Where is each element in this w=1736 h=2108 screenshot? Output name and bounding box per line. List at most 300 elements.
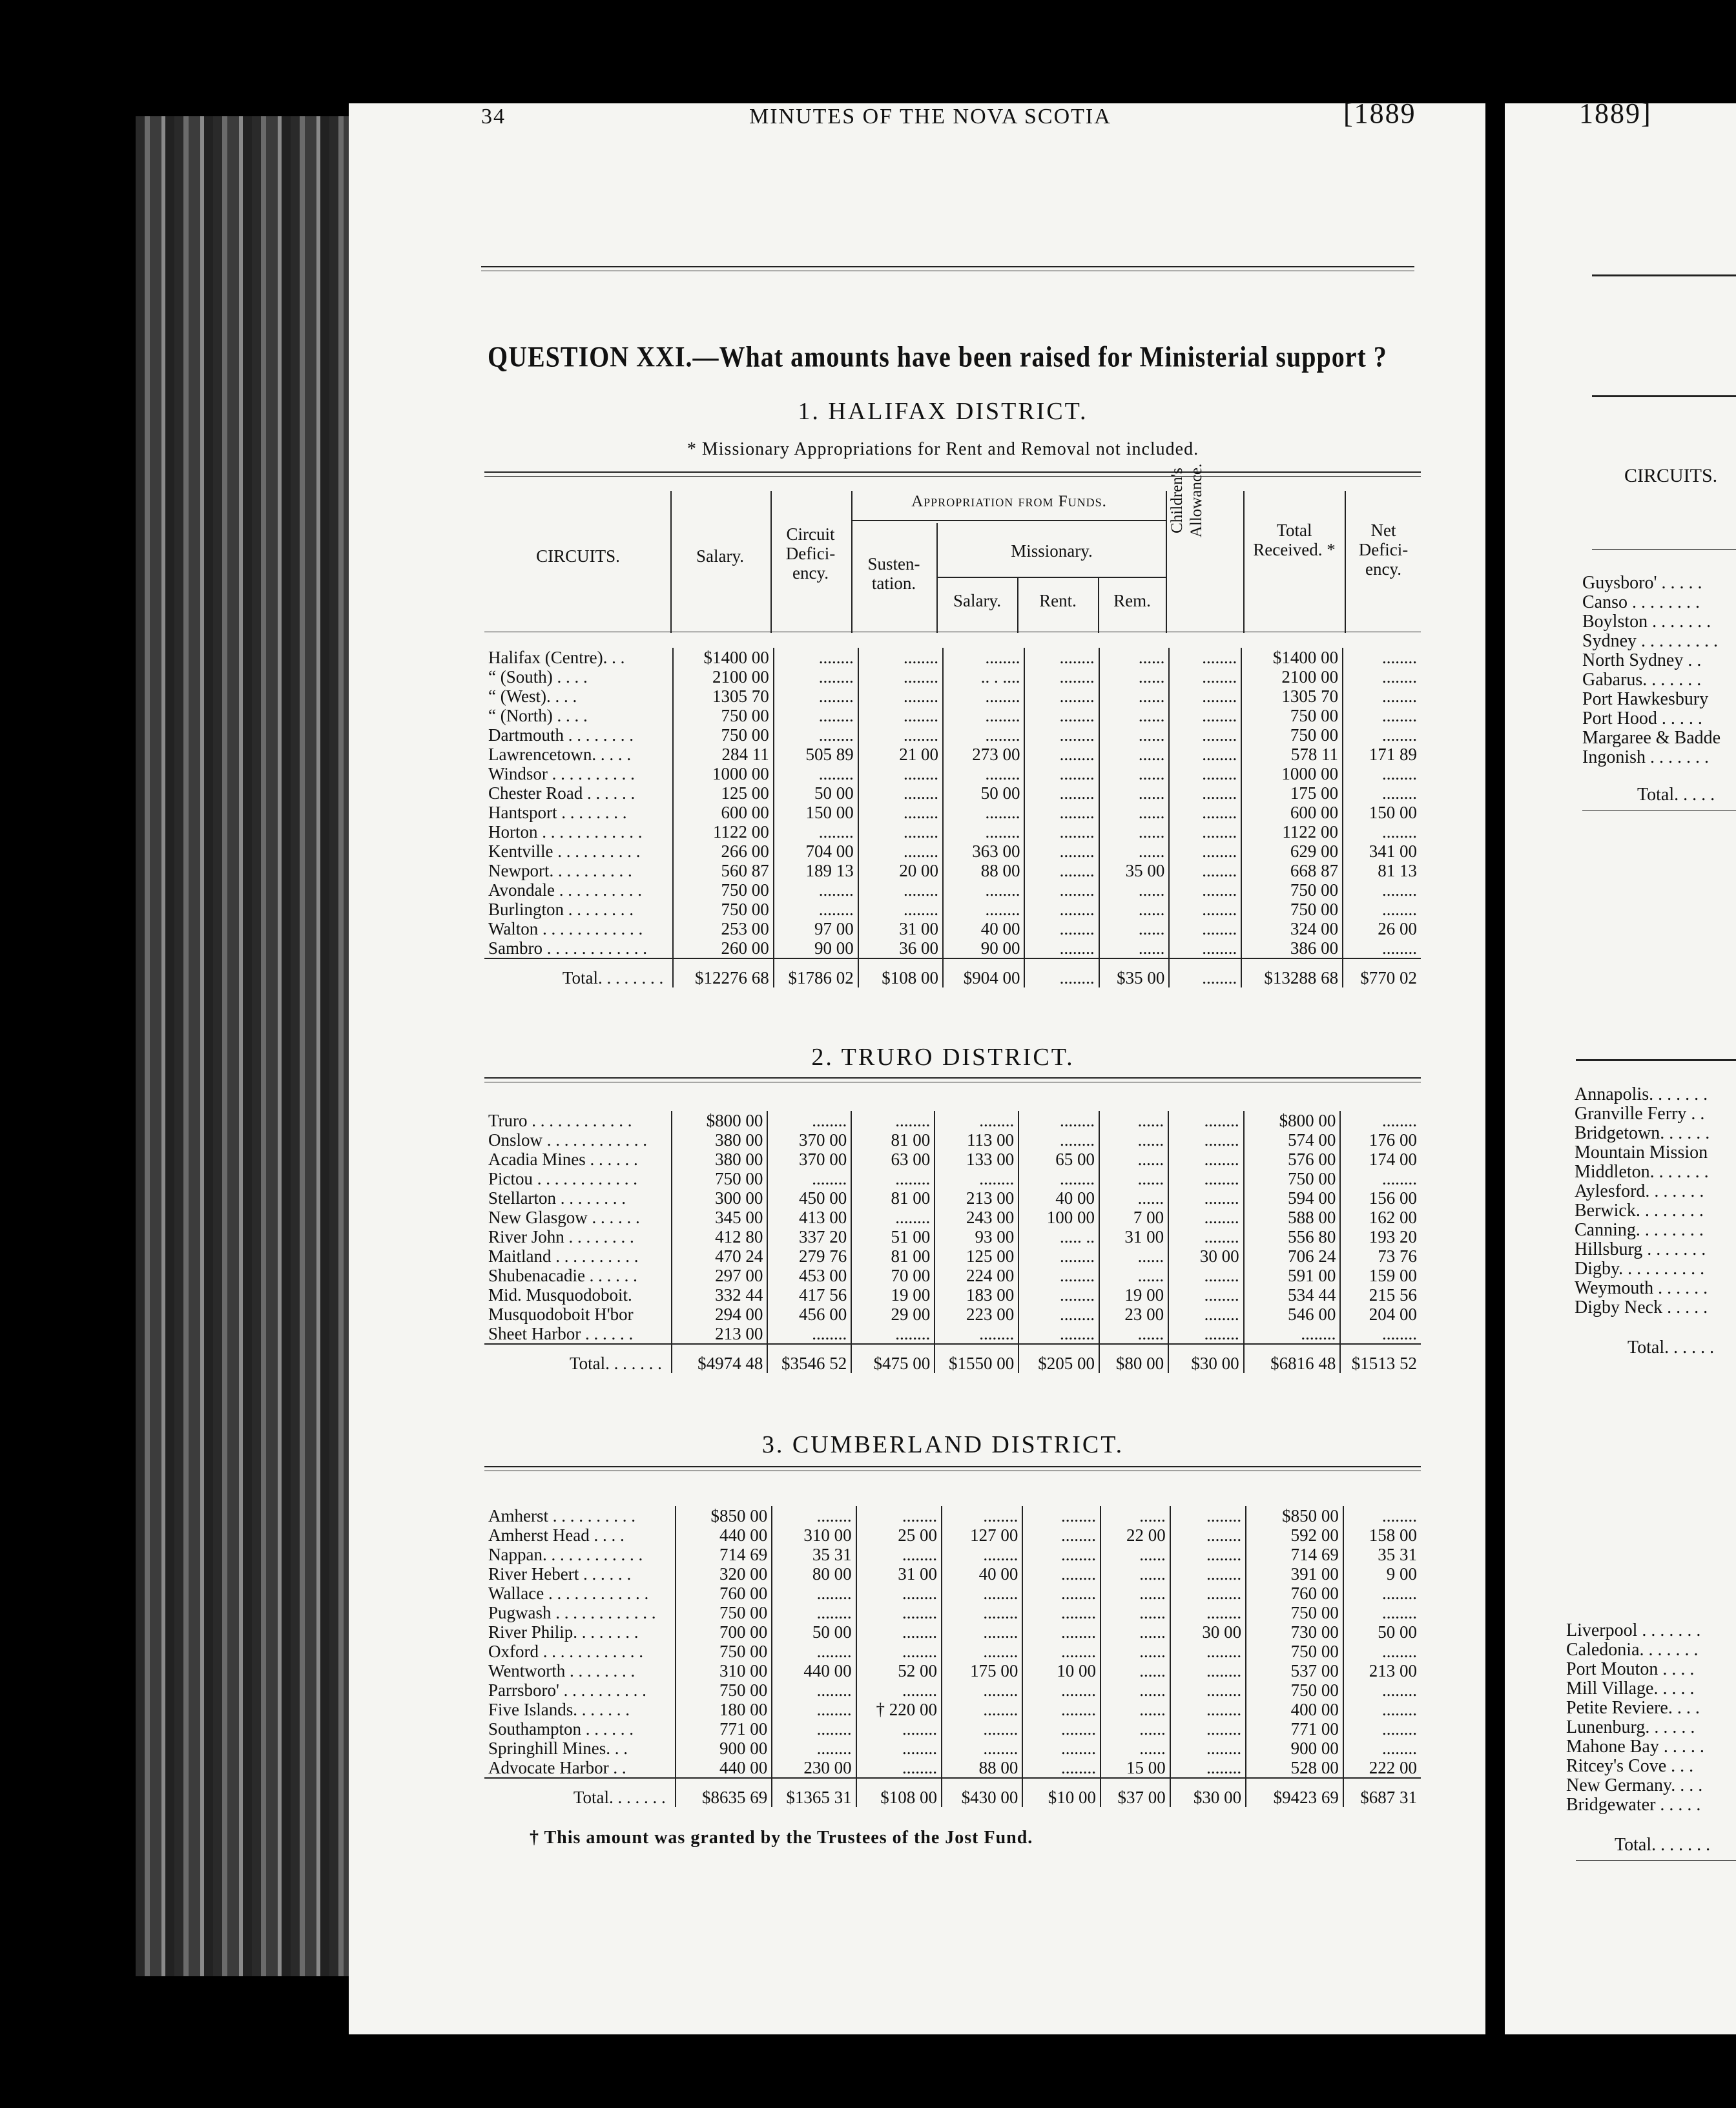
table-cell: ........ [1170, 1642, 1246, 1661]
table-cell: ........ [1022, 1739, 1100, 1758]
table-cell: ........ [1169, 725, 1241, 745]
right-circuit-name: Ritcey's Cove . . . [1566, 1756, 1694, 1776]
table-cell: ........ [858, 822, 943, 842]
table-cell: 158 00 [1343, 1525, 1421, 1545]
table-cell: 31 00 [1099, 1227, 1168, 1246]
col-salary: Salary. [696, 546, 744, 566]
right-circuit-name: Ingonish . . . . . . . [1582, 747, 1709, 767]
table-cell: 35 31 [1343, 1545, 1421, 1564]
table-cell: 591 00 [1244, 1266, 1341, 1285]
total-cell: $30 00 [1170, 1778, 1246, 1807]
table-cell: 1122 00 [1241, 822, 1343, 842]
table-cell: 159 00 [1340, 1266, 1421, 1285]
table-cell: ........ [1169, 842, 1241, 861]
table-cell: ...... [1099, 1111, 1168, 1130]
table-cell: 40 00 [943, 919, 1025, 938]
right-circuit-name: Port Mouton . . . . [1566, 1659, 1695, 1679]
table-cell: ........ [774, 667, 858, 687]
table-cell: ...... [1099, 764, 1170, 783]
table-cell: ........ [856, 1545, 942, 1564]
table-row [484, 1130, 1421, 1150]
table-cell: ........ [1343, 1739, 1421, 1758]
table-cell: 450 00 [767, 1188, 851, 1208]
table-cell: 750 00 [1241, 900, 1343, 919]
table-cell: ........ [1170, 1525, 1246, 1545]
circuit-name: River Hebert . . . . . . [488, 1564, 632, 1584]
table-cell: ........ [856, 1758, 942, 1778]
table-cell: 324 00 [1241, 919, 1343, 938]
table-cell: ........ [943, 822, 1025, 842]
table-cell: ...... [1099, 1150, 1168, 1169]
right-circuit-name: Annapolis. . . . . . . [1575, 1084, 1708, 1104]
table-row [484, 1680, 1421, 1700]
table-cell: ........ [856, 1622, 942, 1642]
table-cell: ........ [1022, 1564, 1100, 1584]
table-row [484, 1758, 1421, 1778]
table-row [484, 1584, 1421, 1603]
table-cell: ..... .. [1018, 1227, 1099, 1246]
table-row [484, 764, 1421, 783]
table-cell: ........ [858, 880, 943, 900]
circuit-name: Stellarton . . . . . . . . [488, 1188, 626, 1208]
table-cell: ...... [1099, 648, 1170, 667]
table-row [484, 1739, 1421, 1758]
table-cell: 10 00 [1022, 1661, 1100, 1680]
total-cell: $1786 02 [774, 958, 858, 987]
table-cell: ...... [1099, 1246, 1168, 1266]
table-row [484, 1188, 1421, 1208]
table-cell: 588 00 [1244, 1208, 1341, 1227]
circuit-name: Avondale . . . . . . . . . . [488, 880, 642, 900]
circuit-name: Acadia Mines . . . . . . [488, 1150, 638, 1169]
circuit-name: Onslow . . . . . . . . . . . . [488, 1130, 648, 1150]
right-total-1: Total. . . . . [1637, 785, 1715, 805]
right-circuit-name: Mahone Bay . . . . . [1566, 1737, 1704, 1757]
table-cell: ........ [856, 1680, 942, 1700]
table-cell: 243 00 [935, 1208, 1018, 1227]
right-circuit-name: Hillsburg . . . . . . . [1575, 1239, 1706, 1259]
table-cell: 97 00 [774, 919, 858, 938]
total-cell: $205 00 [1018, 1344, 1099, 1373]
table-row [484, 667, 1421, 687]
table-cell: ........ [1343, 667, 1421, 687]
table-cell: ........ [1022, 1545, 1100, 1564]
table-cell: 700 00 [676, 1622, 772, 1642]
table-cell: 93 00 [935, 1227, 1018, 1246]
table-cell: 1305 70 [1241, 687, 1343, 706]
table-cell: 150 00 [1343, 803, 1421, 822]
table-cell: 750 00 [676, 1642, 772, 1661]
table-cell: ........ [1024, 764, 1099, 783]
table-cell: ........ [1169, 919, 1241, 938]
table-cell: 345 00 [672, 1208, 767, 1227]
table-cell: 50 00 [774, 783, 858, 803]
table-cell: ........ [1343, 764, 1421, 783]
table-cell: ........ [1168, 1285, 1244, 1305]
table-cell: ........ [942, 1506, 1022, 1525]
table-row [484, 1642, 1421, 1661]
table-cell: 900 00 [676, 1739, 772, 1758]
total-cell: $108 00 [858, 958, 943, 987]
table-cell: ........ [1170, 1603, 1246, 1622]
right-header-rule [1592, 274, 1736, 276]
table-cell: ........ [856, 1506, 942, 1525]
total-cell: $80 00 [1099, 1344, 1168, 1373]
table-cell: ........ [1018, 1169, 1099, 1188]
table-cell: ........ [1343, 1680, 1421, 1700]
table-cell: 50 00 [943, 783, 1025, 803]
table-cell: 440 00 [676, 1525, 772, 1545]
right-circuit-name: Canning. . . . . . . . [1575, 1220, 1704, 1240]
table-cell: ........ [1343, 1584, 1421, 1603]
table-cell: ...... [1099, 842, 1170, 861]
district-title-cumberland: 3. CUMBERLAND DISTRICT. [761, 1431, 1124, 1458]
table-cell: ........ [774, 648, 858, 667]
table-cell: ...... [1099, 1130, 1168, 1150]
table-cell: 279 76 [767, 1246, 851, 1266]
table-cell: ........ [1022, 1506, 1100, 1525]
circuit-name: Walton . . . . . . . . . . . . [488, 919, 643, 938]
table-cell: 363 00 [943, 842, 1025, 861]
table-cell: 760 00 [1246, 1584, 1343, 1603]
circuit-name: Parrsboro' . . . . . . . . . . [488, 1680, 646, 1700]
table-cell: 175 00 [1241, 783, 1343, 803]
table-cell: 31 00 [856, 1564, 942, 1584]
table-row [484, 1603, 1421, 1622]
right-rule [1576, 1059, 1736, 1061]
right-total-3: Total. . . . . . . [1615, 1835, 1711, 1855]
table-cell: 576 00 [1244, 1150, 1341, 1169]
table-cell: ........ [1169, 938, 1241, 958]
table-cell: 21 00 [858, 745, 943, 764]
total-cell: $13288 68 [1241, 958, 1343, 987]
table-row [484, 1719, 1421, 1739]
table-cell: ........ [1169, 880, 1241, 900]
page-number: 34 [481, 105, 506, 129]
table-row [484, 1700, 1421, 1719]
total-cell: $687 31 [1343, 1778, 1421, 1807]
table-cell: ........ [772, 1603, 856, 1622]
table-cell: 900 00 [1246, 1739, 1343, 1758]
table-cell: 560 87 [673, 861, 774, 880]
table-cell: 453 00 [767, 1266, 851, 1285]
table-cell: ...... [1099, 745, 1170, 764]
table-cell: ...... [1100, 1700, 1170, 1719]
table-cell: ........ [772, 1719, 856, 1739]
table-cell: 230 00 [772, 1758, 856, 1778]
col-divider [936, 523, 938, 633]
table-cell: ........ [1168, 1305, 1244, 1324]
table-cell: ........ [1022, 1622, 1100, 1642]
table-cell: 23 00 [1099, 1305, 1168, 1324]
table-cell: ...... [1099, 1324, 1168, 1344]
table-cell: 320 00 [676, 1564, 772, 1584]
table-cell: 706 24 [1244, 1246, 1341, 1266]
table-cell: ........ [1169, 687, 1241, 706]
table-cell: 771 00 [676, 1719, 772, 1739]
table-row [484, 1111, 1421, 1130]
table-cell: 50 00 [1343, 1622, 1421, 1642]
table-cell: ........ [942, 1700, 1022, 1719]
table-cell: ........ [1022, 1758, 1100, 1778]
table-cell: 40 00 [1018, 1188, 1099, 1208]
table-cell: ........ [858, 706, 943, 725]
table-cell: ........ [1244, 1324, 1341, 1344]
table-cell: ........ [1170, 1506, 1246, 1525]
table-cell: ........ [1170, 1758, 1246, 1778]
table-cell: ...... [1100, 1642, 1170, 1661]
table-cell: ...... [1100, 1545, 1170, 1564]
table-cell: ........ [772, 1739, 856, 1758]
table-cell: ........ [772, 1642, 856, 1661]
table-cell: ........ [1343, 900, 1421, 919]
district-table-truro [484, 1111, 1421, 1373]
right-circuit-name: Guysboro' . . . . . [1582, 573, 1702, 593]
total-cell: $8635 69 [676, 1778, 772, 1807]
table-top-rule [484, 471, 1421, 477]
right-page-year: 1889] [1579, 98, 1652, 129]
table-cell: ...... [1099, 687, 1170, 706]
table-cell: 470 24 [672, 1246, 767, 1266]
table-cell: ...... [1100, 1564, 1170, 1584]
table-cell: ........ [1168, 1266, 1244, 1285]
col-circuits: CIRCUITS. [536, 546, 620, 566]
table-cell: 90 00 [774, 938, 858, 958]
table-cell: 578 11 [1241, 745, 1343, 764]
table-cell: 88 00 [943, 861, 1025, 880]
col-net-deficiency: Net Defici- ency. [1358, 521, 1409, 579]
table-cell: 80 00 [772, 1564, 856, 1584]
table-cell: ........ [943, 687, 1025, 706]
table-cell: ........ [1170, 1680, 1246, 1700]
table-cell: ...... [1099, 1188, 1168, 1208]
total-row [484, 1778, 1421, 1807]
table-cell: 1305 70 [673, 687, 774, 706]
table-cell: ........ [1018, 1285, 1099, 1305]
circuit-name: Horton . . . . . . . . . . . . [488, 822, 643, 842]
table-cell: ........ [851, 1169, 935, 1188]
table-cell: ........ [856, 1584, 942, 1603]
table-cell: ........ [1340, 1324, 1421, 1344]
table-cell: ........ [1343, 938, 1421, 958]
table-cell: 341 00 [1343, 842, 1421, 861]
table-cell: ........ [942, 1584, 1022, 1603]
table-cell: ........ [1024, 880, 1099, 900]
table-cell: ........ [1024, 648, 1099, 667]
table-cell: ........ [774, 687, 858, 706]
table-cell: ........ [1018, 1305, 1099, 1324]
table-cell: 750 00 [673, 880, 774, 900]
right-circuit-list-2 [1575, 1085, 1710, 1318]
circuit-name: Amherst Head . . . . [488, 1525, 625, 1545]
table-cell: ........ [1343, 687, 1421, 706]
table-cell: ........ [1170, 1564, 1246, 1584]
table-cell: 52 00 [856, 1661, 942, 1680]
table-cell: ...... [1099, 803, 1170, 822]
table-cell: 213 00 [935, 1188, 1018, 1208]
table-cell: 505 89 [774, 745, 858, 764]
table-cell: ........ [1169, 706, 1241, 725]
table-cell: ........ [851, 1324, 935, 1344]
right-circuit-list-3 [1566, 1621, 1704, 1815]
table-cell: ........ [1169, 667, 1241, 687]
table-cell: 750 00 [1244, 1169, 1341, 1188]
table-cell: 213 00 [1343, 1661, 1421, 1680]
right-circuit-name: Bridgetown. . . . . . [1575, 1123, 1710, 1143]
col-divider [1243, 491, 1245, 633]
table-cell: 594 00 [1244, 1188, 1341, 1208]
table-row [484, 1661, 1421, 1680]
table-cell: 750 00 [1241, 725, 1343, 745]
table-cell: ........ [1022, 1700, 1100, 1719]
table-cell: ........ [858, 803, 943, 822]
table-cell: ........ [1168, 1130, 1244, 1150]
table-cell: ........ [774, 900, 858, 919]
table-row [484, 1525, 1421, 1545]
total-cell: $430 00 [942, 1778, 1022, 1807]
table-row [484, 1227, 1421, 1246]
table-cell: 440 00 [772, 1661, 856, 1680]
table-cell: 26 00 [1343, 919, 1421, 938]
table-cell: ........ [1343, 783, 1421, 803]
table-cell: ........ [1168, 1188, 1244, 1208]
table-cell: 127 00 [942, 1525, 1022, 1545]
circuit-name: Dartmouth . . . . . . . . [488, 725, 634, 745]
table-cell: ........ [1024, 822, 1099, 842]
table-cell: ........ [1169, 900, 1241, 919]
table-cell: ........ [1170, 1700, 1246, 1719]
circuit-name: Kentville . . . . . . . . . . [488, 842, 641, 861]
circuit-name: New Glasgow . . . . . . [488, 1208, 640, 1227]
table-cell: ...... [1100, 1661, 1170, 1680]
total-cell: $1365 31 [772, 1778, 856, 1807]
right-circuits-header: CIRCUITS. [1624, 465, 1718, 486]
table-row [484, 706, 1421, 725]
table-cell: ........ [858, 900, 943, 919]
table-row [484, 842, 1421, 861]
table-cell: 15 00 [1100, 1758, 1170, 1778]
table-cell: ........ [943, 706, 1025, 725]
table-cell: ........ [858, 783, 943, 803]
table-cell: ........ [774, 706, 858, 725]
table-row [484, 938, 1421, 958]
table-cell: ........ [772, 1700, 856, 1719]
right-circuit-name: Margaree & Badde [1582, 728, 1721, 748]
table-cell: ........ [942, 1603, 1022, 1622]
table-cell: ...... [1099, 1169, 1168, 1188]
table-cell: 81 00 [851, 1130, 935, 1150]
circuit-name: Oxford . . . . . . . . . . . . [488, 1642, 643, 1661]
table-cell: ........ [935, 1324, 1018, 1344]
circuit-name: Truro . . . . . . . . . . . . [488, 1111, 632, 1130]
table-cell: 222 00 [1343, 1758, 1421, 1778]
table-cell: 189 13 [774, 861, 858, 880]
right-circuit-name: Weymouth . . . . . . [1575, 1278, 1708, 1298]
table-row [484, 1169, 1421, 1188]
table-row [484, 687, 1421, 706]
table-cell: 760 00 [676, 1584, 772, 1603]
table-cell: ........ [943, 880, 1025, 900]
table-row [484, 803, 1421, 822]
col-childrens-allowance: Children's Allowance. [1168, 463, 1205, 538]
table-cell: ........ [1169, 764, 1241, 783]
right-circuit-name: Caledonia. . . . . . . [1566, 1640, 1699, 1660]
table-cell: ........ [858, 687, 943, 706]
circuit-name: Sambro . . . . . . . . . . . . [488, 938, 647, 958]
table-cell: 224 00 [935, 1266, 1018, 1285]
circuit-name: “ (North) . . . . [488, 706, 588, 725]
table-cell: $800 00 [1244, 1111, 1341, 1130]
table-cell: ........ [1343, 648, 1421, 667]
table-cell: ........ [1168, 1324, 1244, 1344]
table-cell: ........ [1343, 725, 1421, 745]
table-cell: ...... [1099, 667, 1170, 687]
table-cell: ........ [1018, 1246, 1099, 1266]
total-cell: $37 00 [1100, 1778, 1170, 1807]
table-cell: ........ [1024, 938, 1099, 958]
table-cell: ........ [858, 648, 943, 667]
table-cell: ........ [943, 803, 1025, 822]
table-cell: ........ [1024, 803, 1099, 822]
table-row [484, 861, 1421, 880]
district-table-cumberland [484, 1506, 1421, 1807]
table-cell: 175 00 [942, 1661, 1022, 1680]
table-row [484, 880, 1421, 900]
total-row [484, 1344, 1421, 1373]
table-cell: 260 00 [673, 938, 774, 958]
table-cell: ........ [943, 764, 1025, 783]
table-cell: ........ [943, 725, 1025, 745]
table-cell: 253 00 [673, 919, 774, 938]
table-cell: 31 00 [858, 919, 943, 938]
table-cell: .. . .... [943, 667, 1025, 687]
total-row [484, 958, 1421, 987]
table-cell: ........ [856, 1719, 942, 1739]
table-row [484, 1622, 1421, 1642]
table-row [484, 725, 1421, 745]
table-cell: 1000 00 [1241, 764, 1343, 783]
table-cell: ........ [767, 1169, 851, 1188]
question-heading: QUESTION XXI.—What amounts have been raised for Ministerial support ? [488, 340, 1387, 373]
table-cell: 310 00 [676, 1661, 772, 1680]
table-cell: ........ [772, 1506, 856, 1525]
district-title-truro: 2. TRURO DISTRICT. [811, 1044, 1075, 1071]
table-cell: 750 00 [673, 725, 774, 745]
table-cell: ........ [1022, 1603, 1100, 1622]
table-cell: 556 80 [1244, 1227, 1341, 1246]
table-cell: $850 00 [676, 1506, 772, 1525]
circuit-name: Windsor . . . . . . . . . . [488, 764, 635, 783]
table-cell: 273 00 [943, 745, 1025, 764]
table-cell: 88 00 [942, 1758, 1022, 1778]
table-top-rule [484, 1077, 1421, 1082]
col-m-rent: Rent. [1039, 591, 1077, 610]
right-total-2: Total. . . . . . [1628, 1338, 1715, 1358]
table-cell: 7 00 [1099, 1208, 1168, 1227]
table-cell: 546 00 [1244, 1305, 1341, 1324]
circuit-name: Pictou . . . . . . . . . . . . [488, 1169, 638, 1188]
table-cell: 1122 00 [673, 822, 774, 842]
table-cell: 294 00 [672, 1305, 767, 1324]
total-cell: $12276 68 [673, 958, 774, 987]
table-cell: 704 00 [774, 842, 858, 861]
total-cell: ........ [1169, 958, 1241, 987]
table-cell: 30 00 [1168, 1246, 1244, 1266]
table-cell: ........ [858, 667, 943, 687]
table-cell: 36 00 [858, 938, 943, 958]
table-cell: 629 00 [1241, 842, 1343, 861]
total-cell: $9423 69 [1246, 1778, 1343, 1807]
